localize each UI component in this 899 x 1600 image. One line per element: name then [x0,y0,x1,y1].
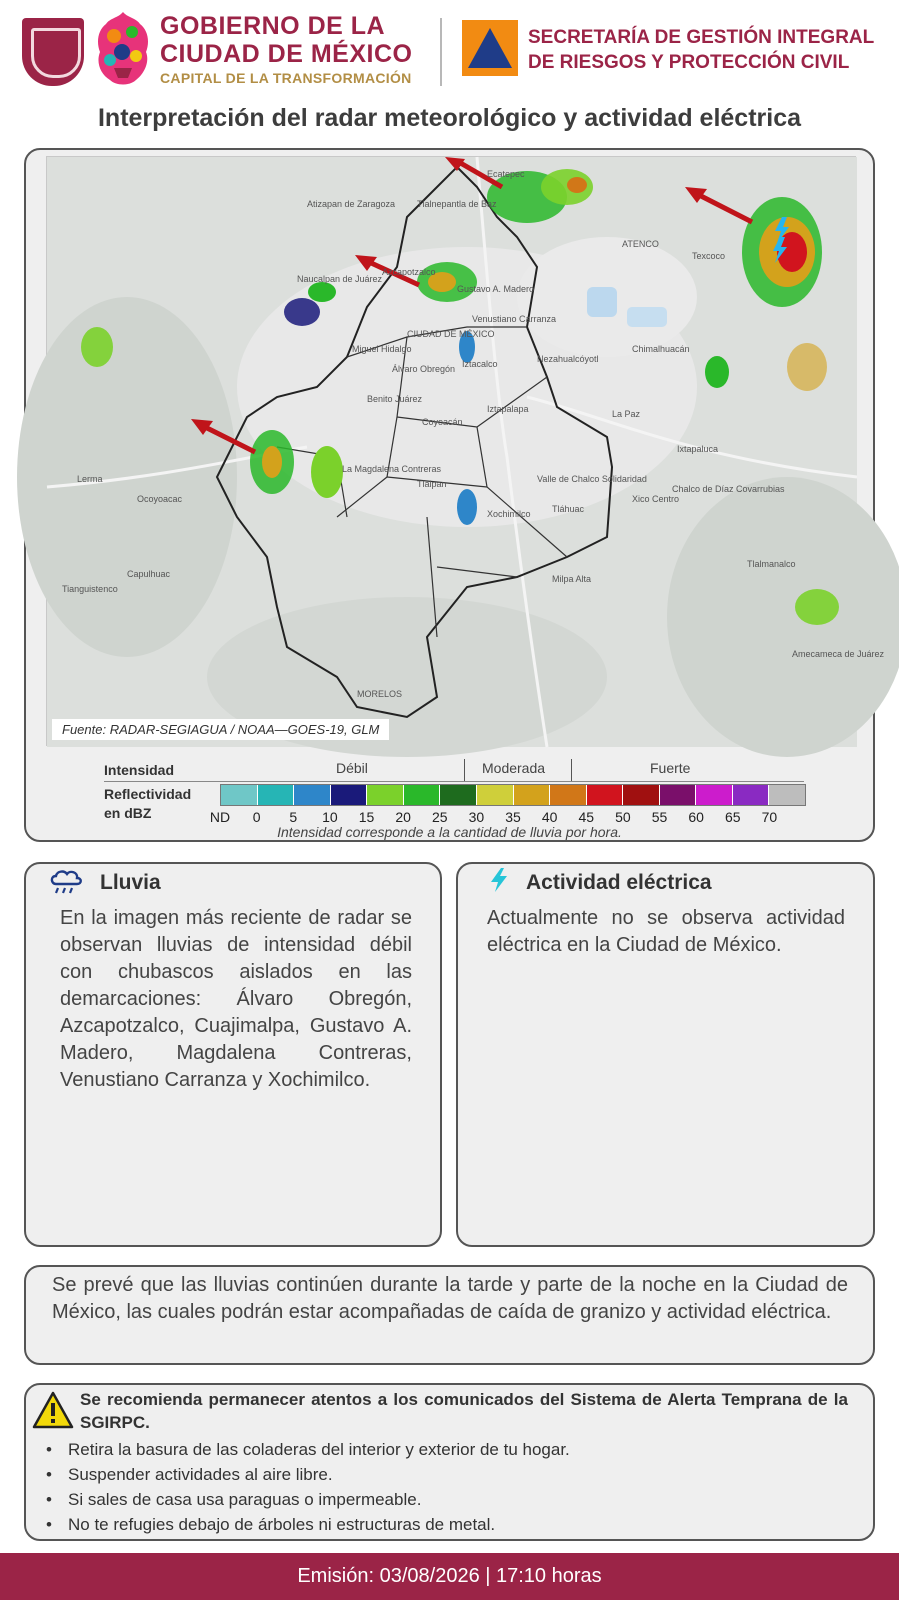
legend-swatch [769,785,805,805]
legend-swatch [440,785,477,805]
legend-value: 55 [651,809,668,825]
legend-swatch [587,785,624,805]
rain-cloud-icon [48,868,84,896]
radar-map-svg [47,157,885,747]
map-label-cdmx: CIUDAD DE MÉXICO [407,329,495,339]
legend-swatch [696,785,733,805]
legend-reflectivity-label: Reflectividad [104,786,192,802]
cdmx-shield-logo [22,18,84,86]
legend-value: 0 [252,809,261,825]
legend-value: 50 [615,809,631,825]
map-label-lerma: Lerma [77,474,103,484]
legend-value: 70 [761,809,778,825]
legend-cat-debil: Débil [336,760,368,776]
map-label-aobregon: Álvaro Obregón [392,364,456,374]
legend-swatch [294,785,331,805]
legend-intensity-label: Intensidad [104,762,175,778]
legend-separator [464,759,465,781]
warning-icon [32,1391,74,1429]
legend-value: 35 [505,809,521,825]
legend-value: 5 [289,809,298,825]
map-label-morelos: MORELOS [357,689,403,699]
map-label-tianguistenco: Tianguistenco [62,584,118,594]
map-label-capulhuac: Capulhuac [127,569,171,579]
recommendation-item: • Suspender actividades al aire libre. [44,1462,844,1487]
legend-note: Intensidad corresponde a la cantidad de lluvia por hora. [277,824,622,840]
map-label-coyoacan: Coyoacán [422,417,463,427]
map-label-naucalpan: Naucalpan de Juárez [297,274,383,284]
legend-swatch [733,785,770,805]
map-label-ecatepec: Ecatepec [487,169,525,179]
header-divider [440,18,442,86]
recommendations-list [44,1437,844,1537]
legend-value: 45 [578,809,595,825]
legend-cat-fuerte: Fuerte [650,760,691,776]
recommendations-title: Se recomienda permanecer atentos a los comunicados del Sistema de Alerta Temprana de la SGIRPC. [80,1390,848,1432]
gov-title-line2: CIUDAD DE MÉXICO [160,40,413,68]
proteccion-civil-logo [462,20,518,76]
legend-cat-moderada: Moderada [482,760,546,776]
legend-value: 65 [724,809,741,825]
legend-value: 25 [431,809,448,825]
map-label-lapaz: La Paz [612,409,641,419]
gov-title-line1: GOBIERNO DE LA [160,12,386,40]
legend-swatch [221,785,258,805]
legend-swatch [404,785,441,805]
map-label-tlalnepantla: Tlalnepantla de Baz [417,199,497,209]
map-label-tlahuac: Tláhuac [552,504,585,514]
lluvia-title: Lluvia [100,871,161,894]
map-label-tlalmanalco: Tlalmanalco [747,559,796,569]
map-label-amecameca: Amecameca de Juárez [792,649,885,659]
map-label-iztacalco: Iztacalco [462,359,498,369]
map-label-milpaalta: Milpa Alta [552,574,592,584]
map-label-ixtapaluca: Ixtapaluca [677,444,719,454]
secretaria-line2: DE RIESGOS Y PROTECCIÓN CIVIL [528,52,850,73]
map-label-magdalena: La Magdalena Contreras [342,464,442,474]
map-label-azcapotzalco: Azcapotzalco [382,267,436,277]
map-label-gamadero: Gustavo A. Madero [457,284,535,294]
map-label-chimalhuacan: Chimalhuacán [632,344,690,354]
map-source: Fuente: RADAR-SEGIAGUA / NOAA—GOES-19, GLM [52,719,389,740]
map-label-xochimilco: Xochimilco [487,509,531,519]
legend-value: 15 [358,809,375,825]
map-label-iztapalapa: Iztapalapa [487,404,529,414]
map-label-benitojuarez: Benito Juárez [367,394,423,404]
recommendation-item: • No te refugies debajo de árboles ni estructuras de metal. [44,1512,844,1537]
map-label-ocoyoacac: Ocoyoacac [137,494,183,504]
legend-value: 20 [395,809,411,825]
map-label-atizapan: Atizapan de Zaragoza [307,199,396,209]
legend-value: 60 [688,809,704,825]
legend-swatch [550,785,587,805]
legend-separator [571,759,572,781]
map-label-vcarranza: Venustiano Carranza [472,314,557,324]
legend-reflectivity-unit: en dBZ [104,805,152,821]
emission-datetime: Emisión: 03/08/2026 | 17:10 horas [297,1565,602,1587]
secretaria-line1: SECRETARÍA DE GESTIÓN INTEGRAL [528,27,875,48]
legend-swatch [258,785,295,805]
legend-swatch [514,785,551,805]
map-label-valledechalco: Valle de Chalco Solidaridad [537,474,647,484]
legend-swatch [477,785,514,805]
map-label-atenco: ATENCO [622,239,659,249]
electrica-title: Actividad eléctrica [526,871,712,894]
map-label-nezahualcoyotl: Nezahualcóyotl [537,354,599,364]
page-title: Interpretación del radar meteorológico y actividad eléctrica [97,104,801,132]
map-label-chalco: Chalco de Díaz Covarrubias [672,484,785,494]
legend-rule [104,781,804,782]
map-label-miguelhidalgo: Miguel Hidalgo [352,344,412,354]
recommendation-item: • Retira la basura de las coladeras del interior y exterior de tu hogar. [44,1437,844,1462]
electrica-text: Actualmente no se observa actividad eléctrica en la Ciudad de México. [487,907,845,956]
map-label-tlalpan: Tlalpan [417,479,447,489]
legend-swatch [331,785,368,805]
lluvia-text: En la imagen más reciente de radar se observan lluvias de intensidad débil con chubascos aislados en las demarcaciones: Álvaro Obregón, Azcapotzalco, Cuajimalpa, Gustavo A. Madero, Magdalena Contreras, Venustiano Carranza y Xochimilco. [60,907,412,1091]
legend-swatch [660,785,697,805]
recommendation-item: • Si sales de casa usa paraguas o impermeable. [44,1487,844,1512]
radar-map [46,156,885,746]
cdmx-emblem-logo [92,8,154,90]
legend-value: 10 [322,809,338,825]
legend-color-bar [220,784,806,806]
legend-value: 40 [541,809,558,825]
lightning-icon [488,866,510,894]
map-label-xico: Xico Centro [632,494,680,504]
footer [0,1553,899,1600]
legend-value: ND [209,809,231,825]
legend-value: 30 [468,809,485,825]
header [0,0,899,100]
map-label-texcoco: Texcoco [692,251,726,261]
forecast-text: Se prevé que las lluvias continúen durante la tarde y parte de la noche en la Ciudad de México, las cuales podrán estar acompañadas de caída de granizo y actividad eléctrica. [52,1274,848,1323]
gov-tagline: CAPITAL DE LA TRANSFORMACIÓN [160,70,412,86]
legend-swatch [623,785,660,805]
legend-swatch [367,785,404,805]
